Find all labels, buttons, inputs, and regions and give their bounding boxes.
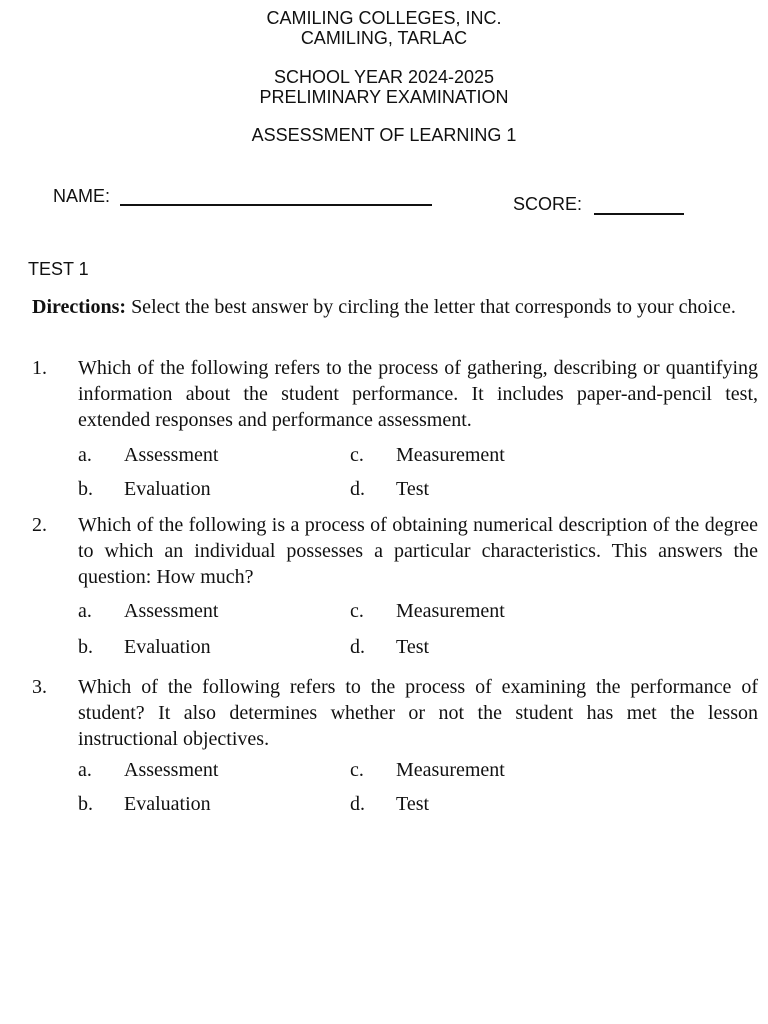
choice-letter: d. (350, 793, 365, 815)
choice-letter: a. (78, 444, 92, 466)
choice-label: Test (396, 478, 430, 500)
choice-label: Assessment (124, 444, 219, 466)
choice-letter: d. (350, 636, 365, 658)
directions (32, 294, 758, 320)
subject-title: ASSESSMENT OF LEARNING 1 (251, 125, 517, 145)
question-number: 2. (32, 514, 47, 536)
question-1 (32, 355, 758, 433)
choice-label: Assessment (124, 759, 219, 781)
choice-label: Evaluation (124, 793, 211, 815)
choice-letter: a. (78, 759, 92, 781)
choice-letter: b. (78, 478, 93, 500)
name-label: NAME: (53, 186, 111, 206)
choice-letter: c. (350, 444, 364, 466)
choice-letter: c. (350, 600, 364, 622)
choice-label: Test (396, 636, 430, 658)
choice-label: Measurement (396, 444, 505, 466)
test-title: TEST 1 (28, 259, 89, 279)
question-number: 3. (32, 676, 47, 698)
institution-name: CAMILING COLLEGES, INC. (266, 8, 502, 28)
question-text: Which of the following refers to the process of examining the performance of student? It also determines whether or not the student has met the lesson instructional objectives. (78, 676, 758, 750)
choice-letter: b. (78, 636, 93, 658)
exam-type: PRELIMINARY EXAMINATION (259, 87, 509, 107)
question-2 (32, 512, 758, 590)
exam-header (0, 8, 768, 145)
choice-label: Test (396, 793, 430, 815)
institution-location: CAMILING, TARLAC (300, 28, 468, 48)
question-text: Which of the following is a process of obtaining numerical description of the degree to which an individual possesses a particular characteristics. This answers the question: How much? (78, 514, 758, 588)
question-number: 1. (32, 357, 47, 379)
school-year: SCHOOL YEAR 2024-2025 (273, 67, 495, 87)
choice-letter: d. (350, 478, 365, 500)
question-3 (32, 674, 758, 752)
choice-label: Measurement (396, 600, 505, 622)
choice-label: Assessment (124, 600, 219, 622)
choice-letter: a. (78, 600, 92, 622)
directions-label: Directions: (32, 296, 127, 318)
choice-label: Measurement (396, 759, 505, 781)
choice-label: Evaluation (124, 636, 211, 658)
directions-text: Select the best answer by circling the letter that corresponds to your choice. (126, 296, 736, 318)
score-label: SCORE: (513, 194, 583, 214)
question-text: Which of the following refers to the process of gathering, describing or quantifying information about the student performance. It includes paper-and-pencil test, extended responses and performance assessment. (78, 357, 758, 431)
name-blank[interactable] (120, 204, 432, 206)
score-blank[interactable] (594, 213, 684, 215)
choice-label: Evaluation (124, 478, 211, 500)
choice-letter: c. (350, 759, 364, 781)
choice-letter: b. (78, 793, 93, 815)
